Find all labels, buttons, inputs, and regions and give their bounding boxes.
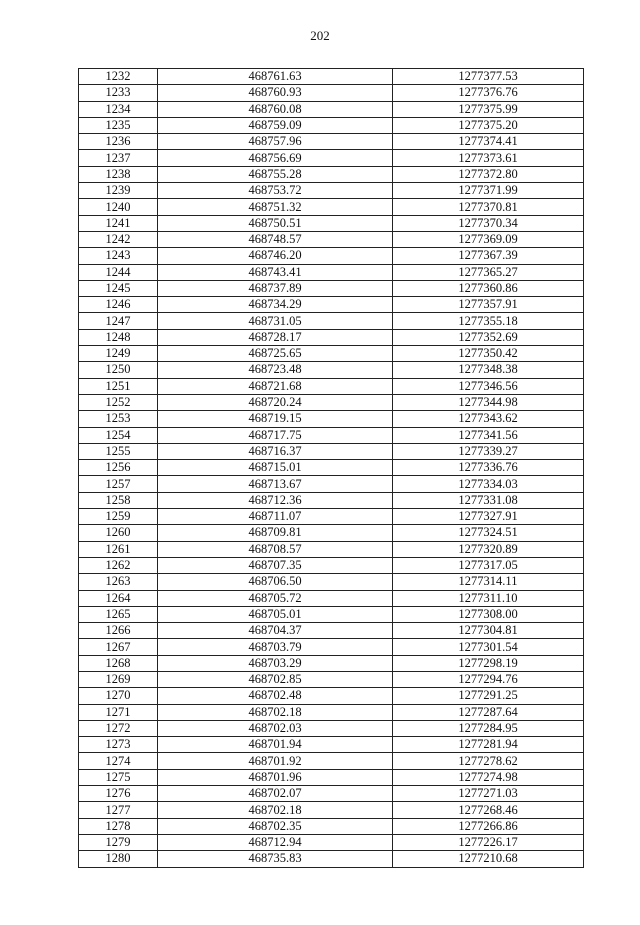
table-row [79,541,584,557]
x-coordinate-cell: 468734.29 [158,297,393,313]
x-coordinate-cell: 468746.20 [158,248,393,264]
x-coordinate-cell: 468701.94 [158,737,393,753]
x-coordinate-cell: 468721.68 [158,378,393,394]
y-coordinate-cell: 1277291.25 [393,688,584,704]
y-coordinate-cell: 1277375.20 [393,117,584,133]
table-row [79,851,584,867]
point-number-cell: 1260 [79,525,158,541]
x-coordinate-cell: 468712.94 [158,834,393,850]
point-number-cell: 1246 [79,297,158,313]
x-coordinate-cell: 468702.85 [158,671,393,687]
point-number-cell: 1251 [79,378,158,394]
x-coordinate-cell: 468723.48 [158,362,393,378]
point-number-cell: 1268 [79,655,158,671]
point-number-cell: 1275 [79,769,158,785]
y-coordinate-cell: 1277371.99 [393,183,584,199]
y-coordinate-cell: 1277346.56 [393,378,584,394]
x-coordinate-cell: 468705.01 [158,606,393,622]
y-coordinate-cell: 1277360.86 [393,280,584,296]
y-coordinate-cell: 1277308.00 [393,606,584,622]
x-coordinate-cell: 468743.41 [158,264,393,280]
table-row [79,150,584,166]
x-coordinate-cell: 468761.63 [158,69,393,85]
table-row [79,509,584,525]
x-coordinate-cell: 468703.79 [158,639,393,655]
y-coordinate-cell: 1277274.98 [393,769,584,785]
x-coordinate-cell: 468707.35 [158,557,393,573]
point-number-cell: 1233 [79,85,158,101]
y-coordinate-cell: 1277367.39 [393,248,584,264]
point-number-cell: 1240 [79,199,158,215]
x-coordinate-cell: 468706.50 [158,574,393,590]
x-coordinate-cell: 468701.92 [158,753,393,769]
y-coordinate-cell: 1277298.19 [393,655,584,671]
point-number-cell: 1257 [79,476,158,492]
x-coordinate-cell: 468720.24 [158,394,393,410]
y-coordinate-cell: 1277376.76 [393,85,584,101]
point-number-cell: 1266 [79,623,158,639]
point-number-cell: 1264 [79,590,158,606]
x-coordinate-cell: 468737.89 [158,280,393,296]
table-row [79,427,584,443]
y-coordinate-cell: 1277331.08 [393,492,584,508]
table-row [79,818,584,834]
y-coordinate-cell: 1277339.27 [393,443,584,459]
y-coordinate-cell: 1277278.62 [393,753,584,769]
y-coordinate-cell: 1277373.61 [393,150,584,166]
x-coordinate-cell: 468717.75 [158,427,393,443]
table-row [79,215,584,231]
point-number-cell: 1267 [79,639,158,655]
x-coordinate-cell: 468711.07 [158,509,393,525]
y-coordinate-cell: 1277271.03 [393,786,584,802]
table-row [79,476,584,492]
point-number-cell: 1238 [79,166,158,182]
point-number-cell: 1253 [79,411,158,427]
table-row [79,134,584,150]
table-row [79,720,584,736]
table-row [79,313,584,329]
point-number-cell: 1277 [79,802,158,818]
table-row [79,802,584,818]
x-coordinate-cell: 468715.01 [158,460,393,476]
table-row [79,492,584,508]
table-row [79,834,584,850]
page-number: 202 [310,28,330,43]
x-coordinate-cell: 468760.93 [158,85,393,101]
point-number-cell: 1242 [79,231,158,247]
table-row [79,329,584,345]
table-row [79,85,584,101]
x-coordinate-cell: 468755.28 [158,166,393,182]
point-number-cell: 1278 [79,818,158,834]
point-number-cell: 1247 [79,313,158,329]
table-row [79,183,584,199]
y-coordinate-cell: 1277314.11 [393,574,584,590]
point-number-cell: 1262 [79,557,158,573]
x-coordinate-cell: 468702.48 [158,688,393,704]
point-number-cell: 1236 [79,134,158,150]
table-row [79,460,584,476]
point-number-cell: 1249 [79,346,158,362]
x-coordinate-cell: 468703.29 [158,655,393,671]
table-row [79,411,584,427]
point-number-cell: 1280 [79,851,158,867]
table-row [79,166,584,182]
point-number-cell: 1269 [79,671,158,687]
y-coordinate-cell: 1277304.81 [393,623,584,639]
x-coordinate-cell: 468719.15 [158,411,393,427]
point-number-cell: 1261 [79,541,158,557]
point-number-cell: 1234 [79,101,158,117]
point-number-cell: 1258 [79,492,158,508]
y-coordinate-cell: 1277352.69 [393,329,584,345]
point-number-cell: 1252 [79,394,158,410]
table-row [79,69,584,85]
table-row [79,606,584,622]
x-coordinate-cell: 468712.36 [158,492,393,508]
point-number-cell: 1254 [79,427,158,443]
x-coordinate-cell: 468751.32 [158,199,393,215]
x-coordinate-cell: 468757.96 [158,134,393,150]
y-coordinate-cell: 1277357.91 [393,297,584,313]
x-coordinate-cell: 468725.65 [158,346,393,362]
y-coordinate-cell: 1277210.68 [393,851,584,867]
y-coordinate-cell: 1277226.17 [393,834,584,850]
x-coordinate-cell: 468702.03 [158,720,393,736]
coordinates-table [78,68,584,868]
table-row [79,378,584,394]
table-row [79,101,584,117]
y-coordinate-cell: 1277350.42 [393,346,584,362]
point-number-cell: 1245 [79,280,158,296]
point-number-cell: 1239 [79,183,158,199]
table-row [79,655,584,671]
point-number-cell: 1243 [79,248,158,264]
point-number-cell: 1235 [79,117,158,133]
point-number-cell: 1250 [79,362,158,378]
x-coordinate-cell: 468701.96 [158,769,393,785]
y-coordinate-cell: 1277281.94 [393,737,584,753]
y-coordinate-cell: 1277370.81 [393,199,584,215]
y-coordinate-cell: 1277344.98 [393,394,584,410]
y-coordinate-cell: 1277266.86 [393,818,584,834]
table-row [79,704,584,720]
point-number-cell: 1271 [79,704,158,720]
point-number-cell: 1244 [79,264,158,280]
x-coordinate-cell: 468702.18 [158,802,393,818]
table-row [79,280,584,296]
x-coordinate-cell: 468702.07 [158,786,393,802]
x-coordinate-cell: 468756.69 [158,150,393,166]
x-coordinate-cell: 468705.72 [158,590,393,606]
point-number-cell: 1272 [79,720,158,736]
point-number-cell: 1270 [79,688,158,704]
point-number-cell: 1263 [79,574,158,590]
table-row [79,362,584,378]
x-coordinate-cell: 468702.18 [158,704,393,720]
x-coordinate-cell: 468709.81 [158,525,393,541]
table-row [79,297,584,313]
x-coordinate-cell: 468748.57 [158,231,393,247]
table-body [79,69,584,868]
y-coordinate-cell: 1277287.64 [393,704,584,720]
y-coordinate-cell: 1277365.27 [393,264,584,280]
table-row [79,786,584,802]
y-coordinate-cell: 1277370.34 [393,215,584,231]
y-coordinate-cell: 1277301.54 [393,639,584,655]
x-coordinate-cell: 468728.17 [158,329,393,345]
x-coordinate-cell: 468702.35 [158,818,393,834]
y-coordinate-cell: 1277348.38 [393,362,584,378]
table-row [79,590,584,606]
table-row [79,737,584,753]
point-number-cell: 1237 [79,150,158,166]
table-row [79,231,584,247]
point-number-cell: 1248 [79,329,158,345]
y-coordinate-cell: 1277377.53 [393,69,584,85]
table-row [79,264,584,280]
x-coordinate-cell: 468713.67 [158,476,393,492]
x-coordinate-cell: 468753.72 [158,183,393,199]
x-coordinate-cell: 468704.37 [158,623,393,639]
point-number-cell: 1256 [79,460,158,476]
y-coordinate-cell: 1277374.41 [393,134,584,150]
y-coordinate-cell: 1277336.76 [393,460,584,476]
point-number-cell: 1273 [79,737,158,753]
y-coordinate-cell: 1277320.89 [393,541,584,557]
y-coordinate-cell: 1277355.18 [393,313,584,329]
table-row [79,639,584,655]
table-row [79,443,584,459]
table-row [79,248,584,264]
point-number-cell: 1276 [79,786,158,802]
table-row [79,525,584,541]
point-number-cell: 1255 [79,443,158,459]
y-coordinate-cell: 1277324.51 [393,525,584,541]
y-coordinate-cell: 1277311.10 [393,590,584,606]
y-coordinate-cell: 1277334.03 [393,476,584,492]
table-row [79,117,584,133]
point-number-cell: 1259 [79,509,158,525]
y-coordinate-cell: 1277317.05 [393,557,584,573]
y-coordinate-cell: 1277327.91 [393,509,584,525]
x-coordinate-cell: 468750.51 [158,215,393,231]
point-number-cell: 1274 [79,753,158,769]
point-number-cell: 1241 [79,215,158,231]
y-coordinate-cell: 1277341.56 [393,427,584,443]
x-coordinate-cell: 468731.05 [158,313,393,329]
table-row [79,769,584,785]
table-row [79,394,584,410]
x-coordinate-cell: 468735.83 [158,851,393,867]
y-coordinate-cell: 1277372.80 [393,166,584,182]
table-row [79,688,584,704]
x-coordinate-cell: 468716.37 [158,443,393,459]
y-coordinate-cell: 1277343.62 [393,411,584,427]
table-row [79,199,584,215]
table-row [79,346,584,362]
table-row [79,574,584,590]
y-coordinate-cell: 1277369.09 [393,231,584,247]
x-coordinate-cell: 468760.08 [158,101,393,117]
table-row [79,671,584,687]
y-coordinate-cell: 1277294.76 [393,671,584,687]
x-coordinate-cell: 468708.57 [158,541,393,557]
point-number-cell: 1232 [79,69,158,85]
table-row [79,623,584,639]
y-coordinate-cell: 1277375.99 [393,101,584,117]
point-number-cell: 1279 [79,834,158,850]
table-row [79,753,584,769]
x-coordinate-cell: 468759.09 [158,117,393,133]
y-coordinate-cell: 1277284.95 [393,720,584,736]
point-number-cell: 1265 [79,606,158,622]
y-coordinate-cell: 1277268.46 [393,802,584,818]
table-row [79,557,584,573]
